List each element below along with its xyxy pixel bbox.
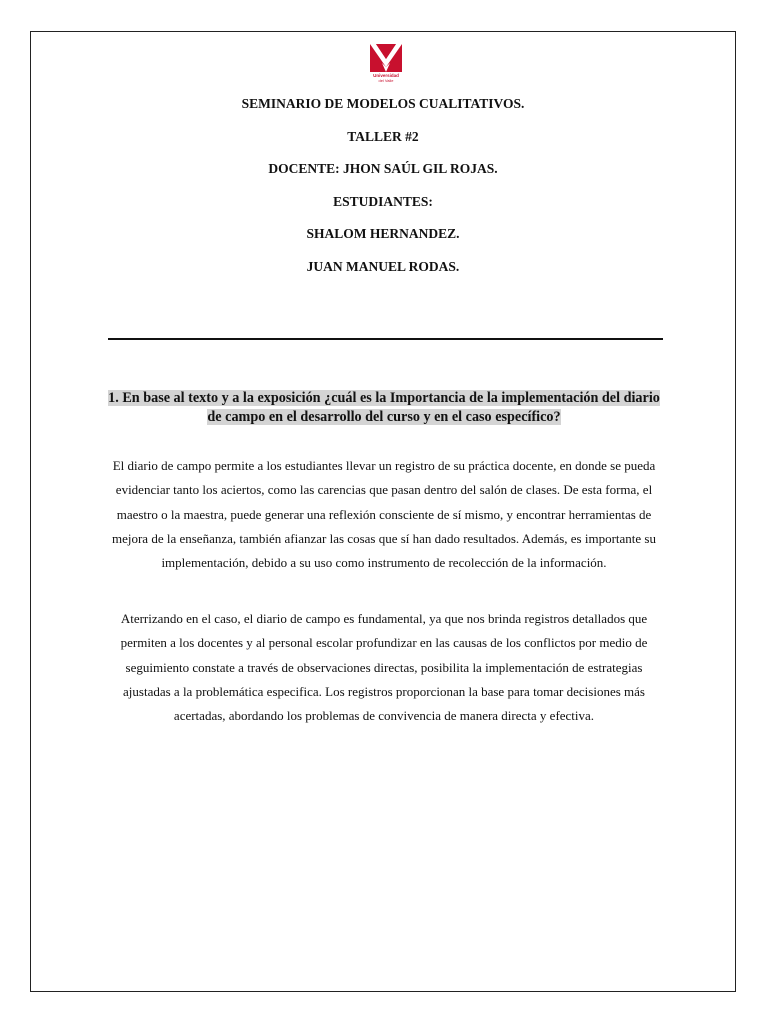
horizontal-divider xyxy=(108,338,663,340)
question-text: 1. En base al texto y a la exposición ¿cuál es la Importancia de la implementación del diario de campo en el desarrollo del curso y en el caso específico? xyxy=(108,390,660,425)
answer-paragraph-1: El diario de campo permite a los estudiantes llevar un registro de su práctica docente, en donde se pueda evidenciar tanto los aciertos, como las carencias que pasan dentro del salón de clases. De esta forma, el maestro o la maestra, puede generar una reflexión consciente de sí mismo, y encontrar herramientas de mejora de la enseñanza, también afianzar las cosas que sí han dado resultados. Además, es importante su implementación, debido a su uso como instrumento de recolección de la información. xyxy=(111,458,656,571)
logo-text-university: Universidad xyxy=(373,73,399,78)
course-title: SEMINARIO DE MODELOS CUALITATIVOS. xyxy=(241,96,525,111)
university-logo-icon xyxy=(368,43,404,73)
answer-paragraph-2: Aterrizando en el caso, el diario de campo es fundamental, ya que nos brinda registros detallados que permiten a los docentes y al personal escolar profundizar en las causas de los conflictos por medio de seguimiento constate a través de observaciones directas, posibilita la implementación de estrategias ajustadas a la problemática especifica. Los registros proporcionan la base para tomar decisiones más acertadas, abordando los problemas de convivencia de manera directa y efectiva. xyxy=(120,611,648,724)
students-label: ESTUDIANTES: xyxy=(333,193,433,209)
workshop-title: TALLER #2 xyxy=(347,128,419,144)
logo-text-del-valle: del Valle xyxy=(378,78,394,83)
student-name: JUAN MANUEL RODAS. xyxy=(306,258,460,274)
cover-header xyxy=(31,96,735,291)
document-page xyxy=(30,31,736,992)
teacher-name: DOCENTE: JHON SAÚL GIL ROJAS. xyxy=(268,161,498,176)
question-heading xyxy=(101,389,667,427)
university-logo xyxy=(368,43,404,85)
student-name: SHALOM HERNANDEZ. xyxy=(306,226,460,241)
